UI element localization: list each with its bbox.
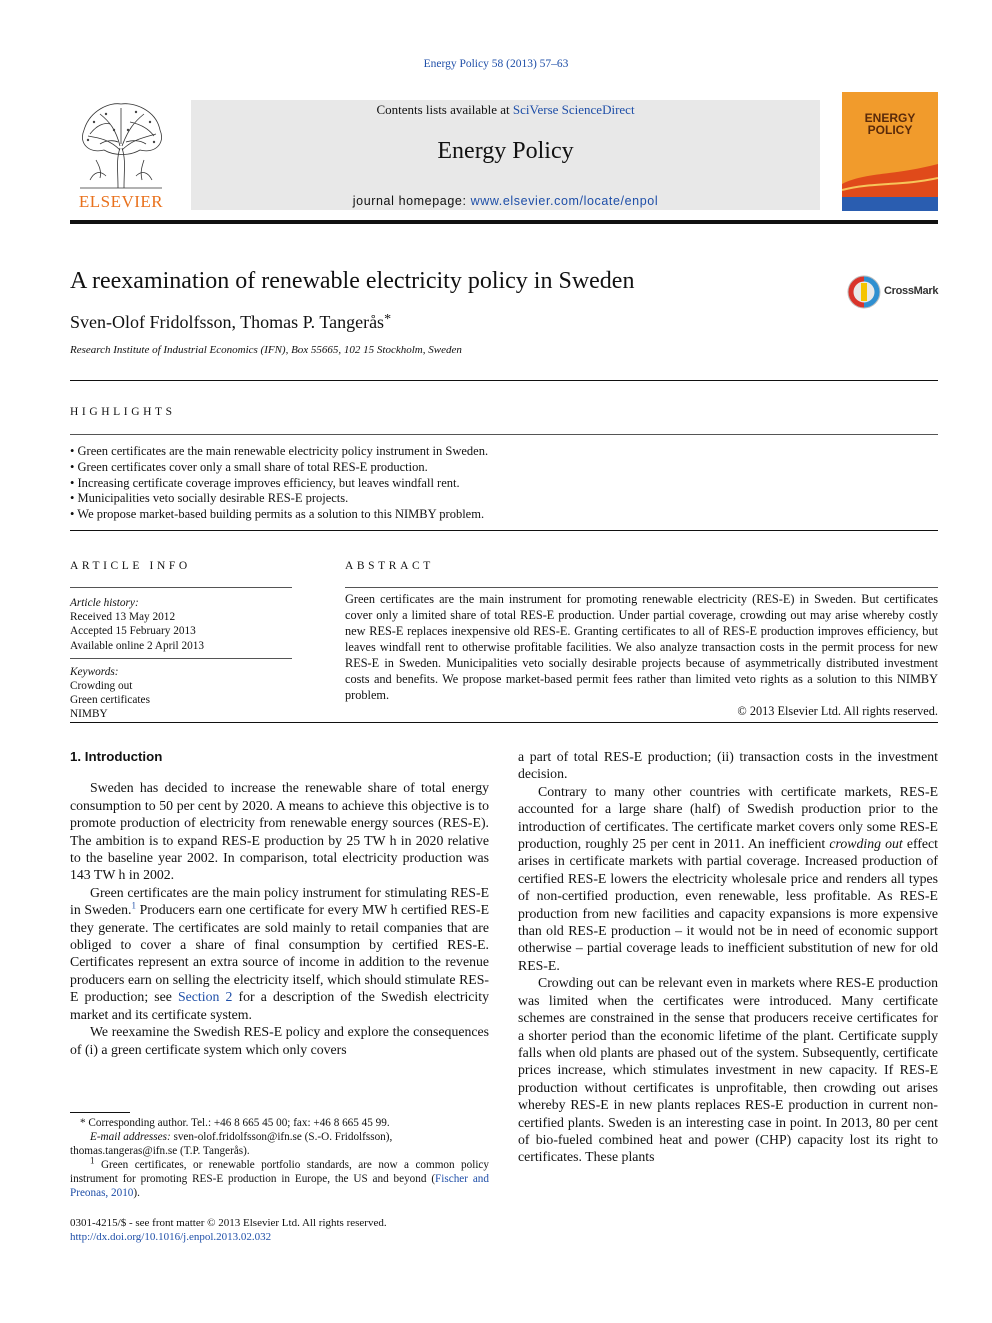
abstract-heading: ABSTRACT bbox=[345, 560, 434, 572]
abstract-bottom-rule bbox=[70, 722, 938, 723]
article-meta-footer bbox=[70, 1216, 387, 1244]
history-label: Article history: bbox=[70, 597, 139, 609]
keyword: Crowding out bbox=[70, 680, 133, 693]
highlight-item: • Green certificates are the main renewable electricity policy instrument in Sweden. bbox=[70, 444, 489, 458]
homepage-line bbox=[191, 194, 820, 208]
article-info bbox=[70, 596, 292, 722]
journal-citation[interactable]: Energy Policy 58 (2013) 57–63 bbox=[423, 58, 569, 70]
paragraph-text: Green certificates are the main policy instrument for stimulating RES-E in Sweden. bbox=[70, 884, 489, 918]
keywords-label: Keywords: bbox=[70, 665, 119, 678]
footnote-1-text: Green certificates, or renewable portfolio standards, are now a common policy instrument for promoting RES-E production in Europe, the US and beyond ( bbox=[70, 1159, 489, 1185]
fischer-preonas-citation-link[interactable]: Fischer and Preonas, 2010 bbox=[70, 1173, 489, 1199]
elsevier-logo bbox=[70, 100, 172, 212]
footnote-1-end: ). bbox=[133, 1187, 140, 1199]
doi-link[interactable]: http://dx.doi.org/10.1016/j.enpol.2013.02.032 bbox=[70, 1231, 272, 1243]
body-column-right bbox=[518, 748, 938, 1166]
paragraph bbox=[518, 783, 938, 974]
keywords-rule bbox=[70, 658, 292, 659]
history-received: Received 13 May 2012 bbox=[70, 611, 176, 624]
crossmark-label: CrossMark bbox=[884, 285, 939, 297]
highlight-item: • Municipalities veto socially desirable RES-E projects. bbox=[70, 491, 349, 506]
paragraph: Sweden has decided to increase the renewable share of total energy consumption to 50 per cent by 2020. A means to achieve this objective is to promote production of electricity from renewable energy sources (RES-E). The ambition is to expand RES-E production by 25 TW h in 2020 relative to the baseline year 2002. In comparison, total electricity production was 143 TW h in 2002. bbox=[70, 780, 489, 883]
highlights-top-rule bbox=[70, 434, 938, 435]
contents-prefix: Contents lists available at bbox=[376, 102, 513, 117]
body-column-left bbox=[70, 748, 489, 1058]
footnotes bbox=[70, 1116, 489, 1200]
corresponding-author-mark[interactable]: * bbox=[384, 312, 392, 327]
keyword: NIMBY bbox=[70, 708, 108, 721]
cover-stripe bbox=[842, 197, 938, 211]
header-rule bbox=[70, 220, 938, 224]
abstract-rule bbox=[345, 587, 938, 588]
section-heading-introduction: 1. Introduction bbox=[70, 749, 163, 764]
footnote-ref-1[interactable]: 1 bbox=[131, 900, 136, 911]
paragraph-text: Contrary to many other countries with certificate markets, RES-E accounted for a large share (half) of Swedish production prior to the introduction of certificates. The certificate market covers only some RES-E production, roughly 25 per cent in 2011. An inefficient bbox=[518, 783, 938, 852]
journal-masthead bbox=[191, 100, 820, 210]
elsevier-wordmark: ELSEVIER bbox=[78, 192, 164, 211]
author-list bbox=[70, 312, 391, 333]
highlights-list bbox=[70, 444, 488, 523]
highlights-heading: HIGHLIGHTS bbox=[70, 406, 176, 418]
cover-title-line1: ENERGY bbox=[864, 111, 916, 125]
crossmark-badge[interactable] bbox=[846, 274, 942, 310]
corresponding-author-note: * Corresponding author. Tel.: +46 8 665 45 00; fax: +46 8 665 45 99. bbox=[80, 1117, 390, 1129]
cover-wave-graphic bbox=[842, 92, 938, 211]
paragraph: We reexamine the Swedish RES-E policy and explore the consequences of (i) a green certificate system which only covers bbox=[70, 1024, 489, 1057]
paragraph-text: for a description of the Swedish electricity market and its certificate system. bbox=[70, 989, 489, 1022]
highlight-item: • Green certificates cover only a small share of total RES-E production. bbox=[70, 459, 428, 474]
issn-line: 0301-4215/$ - see front matter © 2013 Elsevier Ltd. All rights reserved. bbox=[70, 1217, 387, 1229]
footnote-1-mark: 1 bbox=[90, 1155, 95, 1166]
email-label: E-mail addresses: bbox=[90, 1131, 171, 1143]
section-2-link[interactable]: Section 2 bbox=[178, 989, 233, 1005]
history-online: Available online 2 April 2013 bbox=[70, 639, 205, 652]
abstract-body bbox=[345, 591, 938, 719]
email-1[interactable]: sven-olof.fridolfsson@ifn.se (S.-O. Fridolfsson), bbox=[170, 1131, 393, 1143]
article-info-heading: ARTICLE INFO bbox=[70, 560, 191, 572]
paragraph-text: effect arises in certificate markets with partial coverage. Increased production of certified RES-E lowers the electricity wholesale price and renders all types of non-certified production, even renewable, less profitable. As RES-E production from new facilities and capacity expansions is more expensive than old RES-E production – it would not be in need of economic support otherwise – partial coverage leads to inefficient substitution of new for old RES-E. bbox=[518, 836, 938, 973]
paragraph bbox=[70, 884, 489, 1023]
highlight-item: • Increasing certificate coverage improves efficiency, but leaves windfall rent. bbox=[70, 475, 460, 490]
journal-cover-thumbnail[interactable] bbox=[842, 92, 938, 211]
article-title: A reexamination of renewable electricity policy in Sweden bbox=[70, 268, 635, 294]
authors-text: Sven-Olof Fridolfsson, Thomas P. Tangerås bbox=[70, 312, 385, 332]
homepage-link[interactable]: www.elsevier.com/locate/enpol bbox=[470, 194, 659, 208]
abstract-copyright: © 2013 Elsevier Ltd. All rights reserved. bbox=[737, 704, 938, 718]
email-2[interactable]: thomas.tangeras@ifn.se (T.P. Tangerås). bbox=[70, 1145, 250, 1157]
crossmark-icon bbox=[846, 274, 882, 310]
emphasis-crowding-out: crowding out bbox=[829, 836, 903, 852]
highlights-bottom-rule bbox=[70, 530, 938, 531]
title-rule bbox=[70, 380, 938, 381]
paragraph: a part of total RES-E production; (ii) transaction costs in the investment decision. bbox=[518, 749, 938, 782]
history-accepted: Accepted 15 February 2013 bbox=[70, 625, 196, 638]
journal-name: Energy Policy bbox=[437, 138, 574, 164]
affiliation: Research Institute of Industrial Economics (IFN), Box 55665, 102 15 Stockholm, Sweden bbox=[70, 344, 462, 356]
footnote-rule bbox=[70, 1112, 130, 1113]
paragraph: Crowding out can be relevant even in markets where RES-E production was limited when the certificates were introduced. Many certificate schemes are constrained in the sense that producers receive certificates for a shorter period than the economic lifetime of the plant. Certificate supply falls when old plants are phased out of the system. Subsequently, certificate prices increase, which stimulates investment in new capacity. If RES-E production without certificates is unprofitable, then crowding out arises whereby RES-E in new plants replaces RES-E production in current non-certified plants. Sweden is an interesting case in point. In 2013, 80 per cent of bio-fueled combined heat and power (CHP) capacity lost its right to certificates. These plants bbox=[518, 975, 938, 1165]
article-info-rule bbox=[70, 587, 292, 588]
highlight-item: • We propose market-based building permits as a solution to this NIMBY problem. bbox=[70, 507, 485, 522]
cover-title-line2: POLICY bbox=[867, 123, 913, 137]
paragraph-text: Producers earn one certificate for every MW h certified RES-E they generate. The certificates are sold mainly to retail companies that are obliged to cover a share of final consumption by certified RES-E. Certificates represent an extra source of income in addition to the revenue producers earn on selling the electricity itself, which should stimulate RES-E production; see bbox=[70, 902, 490, 1005]
elsevier-tree-icon bbox=[70, 100, 172, 192]
abstract-text: Green certificates are the main instrument for promoting renewable electricity (RES-E) in Sweden. But certificates cover only a limited share of total RES-E production. Under partial coverage, crowding out may arise whereby costly new RES-E replaces inexpensive old RES-E. Granting certificates to all of RES-E production improves efficiency, but leaves windfall rent to otherwise profitable facilities. We also analyze transaction costs in the permit process for new RES-E in Sweden. Municipalities veto socially desirable projects because of asymmetrically distributed investment costs and benefits. We propose market-based permit fees rather than limited veto rights as a solution to this NIMBY problem. bbox=[345, 592, 938, 702]
homepage-prefix: journal homepage: bbox=[352, 194, 471, 208]
footnote-1 bbox=[70, 1155, 489, 1200]
keyword: Green certificates bbox=[70, 694, 150, 707]
sciencedirect-link[interactable]: SciVerse ScienceDirect bbox=[512, 102, 635, 117]
contents-line bbox=[191, 102, 820, 118]
email-note bbox=[70, 1130, 489, 1144]
